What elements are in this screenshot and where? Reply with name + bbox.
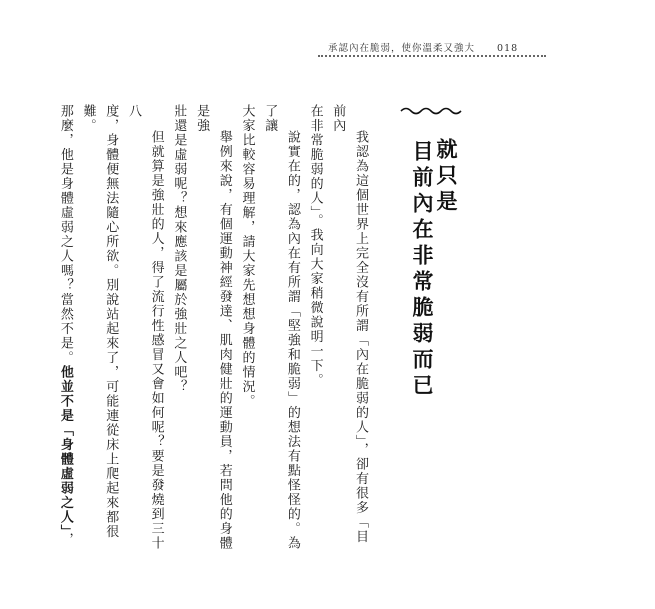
paragraph-5-end: ，: [57, 532, 73, 547]
wavy-ornament: [400, 106, 462, 116]
header-divider: [318, 55, 546, 57]
paragraph-2-continued: 大家比較容易理解，請大家先想想身體的情況。: [239, 104, 255, 409]
paragraph-5: [53, 104, 76, 554]
paragraph-3: 舉例來說，有個運動神經發達、肌肉健壯的運動員，若問他的身體是強: [194, 104, 232, 551]
paragraph-4: 但就算是強壯的人，得了流行性感冒又會如何呢？要是發燒到三十八: [125, 104, 164, 551]
running-title: 承認內在脆弱，使你溫柔又強大: [328, 43, 476, 54]
paragraph-5-emphasis: 他並不是「身體虛弱之人」: [57, 365, 73, 533]
section-title-line-2: 目前內在非常脆弱而已: [410, 140, 435, 400]
section-title-line-1: 就只是: [434, 138, 459, 216]
paragraph-4-continued: 度，身體便無法隨心所欲。別說站起來了，可能連從床上爬起來都很難。: [80, 104, 119, 539]
paragraph-3-continued: 壯還是虛弱呢？想來應該是屬於強壯之人吧？: [171, 104, 187, 394]
paragraph-2: 說實在的，認為內在有所謂「堅強和脆弱」的想法有點怪怪的。為了讓: [262, 104, 300, 551]
page-number: 018: [497, 43, 519, 54]
body-text: [53, 104, 371, 554]
paragraph-5-plain: 那麼，他是身體虛弱之人嗎？當然不是。: [57, 104, 73, 365]
paragraph-1-continued: 在非常脆弱的人」。我向大家稍微說明一下。: [307, 104, 323, 388]
paragraph-1: 我認為這個世界上完全沒有所謂「內在脆弱的人」，卻有很多「目前內: [330, 104, 368, 544]
running-header: [328, 40, 518, 54]
